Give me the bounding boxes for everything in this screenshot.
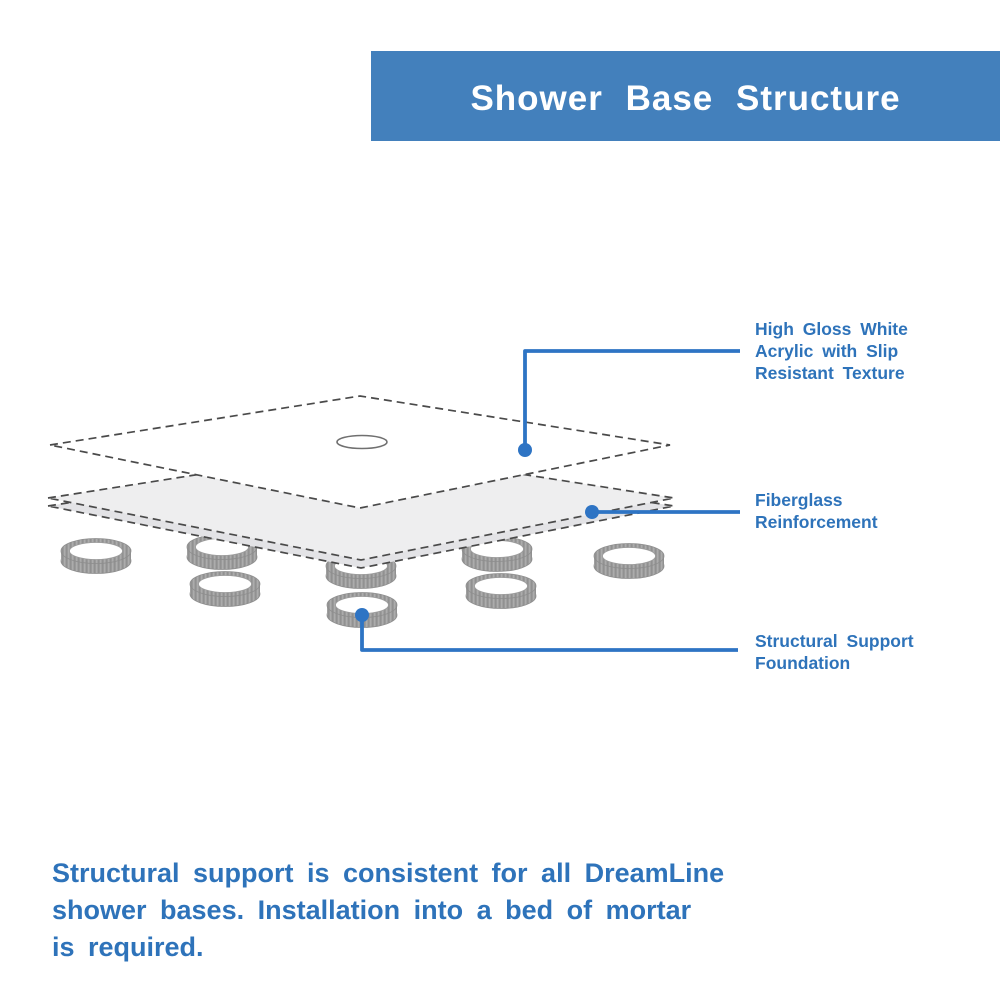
footer-note-line: is required. bbox=[52, 932, 204, 962]
acrylic-callout-dot bbox=[518, 443, 532, 457]
support-ring bbox=[61, 539, 131, 574]
fiberglass-label-line: Reinforcement bbox=[755, 512, 878, 532]
acrylic-label-line: Resistant Texture bbox=[755, 363, 905, 383]
foundation-callout bbox=[355, 608, 738, 650]
footer-note-line: Structural support is consistent for all DreamLine bbox=[52, 858, 725, 888]
support-ring bbox=[190, 572, 260, 607]
fiberglass-label bbox=[755, 489, 878, 533]
acrylic-label bbox=[755, 318, 908, 384]
foundation-label-line: Structural Support bbox=[755, 631, 914, 651]
fiberglass-callout-dot bbox=[585, 505, 599, 519]
drain-hole bbox=[337, 436, 387, 449]
page-title: Shower Base Structure bbox=[470, 79, 901, 118]
foundation-label bbox=[755, 630, 914, 674]
support-ring bbox=[594, 544, 664, 579]
foundation-callout-dot bbox=[355, 608, 369, 622]
foundation-label-line: Foundation bbox=[755, 653, 851, 673]
footer-note-line: shower bases. Installation into a bed of mortar bbox=[52, 895, 692, 925]
footer-note bbox=[52, 855, 724, 966]
support-ring bbox=[466, 574, 536, 609]
acrylic-label-line: High Gloss White bbox=[755, 319, 908, 339]
fiberglass-label-line: Fiberglass bbox=[755, 490, 843, 510]
foundation-callout-line bbox=[362, 615, 738, 650]
acrylic-label-line: Acrylic with Slip bbox=[755, 341, 899, 361]
